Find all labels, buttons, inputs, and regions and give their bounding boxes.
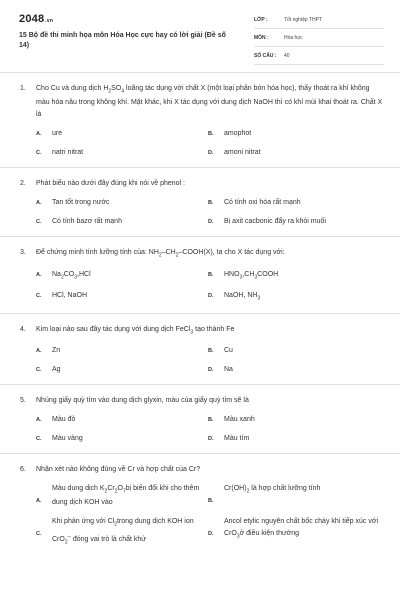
option-letter: A. — [36, 271, 42, 278]
option-text: Tan tốt trong nước — [52, 199, 110, 207]
option-letter: B. — [208, 497, 214, 504]
answer-option-c[interactable] — [36, 364, 208, 376]
answer-options — [20, 128, 384, 159]
answer-option-a[interactable] — [36, 414, 208, 426]
option-letter: C. — [36, 150, 42, 157]
option-letter: A. — [36, 131, 42, 138]
question-text: Nhúng giấy quỳ tím vào dung dịch glyxin, màu của giấy quỳ tím sẽ là — [36, 396, 249, 404]
question-6 — [0, 453, 400, 557]
answer-option-b[interactable] — [208, 414, 380, 426]
meta-label: MÔN : — [254, 35, 269, 41]
option-text: Na — [224, 365, 233, 373]
option-text: ure — [52, 130, 63, 138]
answer-option-d[interactable] — [208, 216, 380, 228]
option-text: amoni nitrat — [224, 149, 261, 157]
answer-option-d[interactable] — [208, 290, 380, 304]
option-text: Màu tím — [224, 434, 250, 442]
meta-label: SỐ CÂU : — [254, 53, 277, 59]
question-number: 1. — [20, 85, 26, 92]
page-title: 15 Bộ đề thi minh họa môn Hóa Học cực hay có lời giải (Đề số 14) — [19, 32, 226, 49]
question-number: 3. — [20, 249, 26, 257]
answer-option-a[interactable] — [36, 197, 208, 209]
question-stem — [20, 324, 384, 338]
answer-option-c[interactable] — [36, 147, 208, 159]
answer-option-d[interactable] — [208, 516, 380, 548]
answer-options — [20, 483, 384, 549]
meta-label: LỚP : — [254, 17, 268, 23]
site-logo[interactable] — [19, 13, 53, 25]
option-text: Bị axit cacbonic đẩy ra khỏi muối — [224, 218, 326, 226]
question-number: 6. — [20, 465, 26, 473]
question-stem — [20, 178, 384, 190]
meta-row-question-count — [254, 50, 384, 65]
option-letter: C. — [36, 219, 42, 226]
option-text: Có tính bazơ rất mạnh — [52, 218, 122, 226]
question-number: 4. — [20, 325, 26, 333]
answer-option-a[interactable] — [36, 483, 208, 509]
option-letter: B. — [208, 416, 214, 423]
answer-option-a[interactable] — [36, 269, 208, 283]
answer-option-b[interactable] — [208, 483, 380, 509]
option-letter: D. — [208, 366, 214, 373]
question-1 — [0, 72, 400, 167]
question-4 — [0, 313, 400, 384]
option-letter: C. — [36, 293, 42, 300]
exam-meta — [254, 14, 384, 68]
header — [0, 0, 400, 64]
option-text: Zn — [52, 346, 61, 354]
option-letter: C. — [36, 366, 42, 373]
meta-row-subject — [254, 32, 384, 47]
option-letter: B. — [208, 271, 214, 278]
option-letter: B. — [208, 347, 214, 354]
answer-option-d[interactable] — [208, 147, 380, 159]
answer-option-d[interactable] — [208, 433, 380, 445]
option-text: HCl, NaOH — [52, 292, 88, 300]
question-text: Kim loại nào sau đây tác dụng với dung dịch FeCl$_3$ tạo thành Fe — [36, 325, 235, 335]
option-text: NaOH, $NH_3$ — [224, 292, 261, 302]
option-letter: C. — [36, 435, 42, 442]
option-letter: A. — [36, 416, 42, 423]
answer-option-c[interactable] — [36, 516, 208, 548]
option-text: Có tính oxi hóa rất mạnh — [224, 199, 301, 207]
answer-options — [20, 197, 384, 228]
answer-options — [20, 269, 384, 305]
option-letter: B. — [208, 131, 214, 138]
option-text: Màu dung dịch $K_2Cr_2O_7bị$ biến đổi khi cho thêm dung dịch KOH vào — [52, 484, 200, 507]
option-text: Ancol etylic nguyên chất bốc cháy khi tiếp xúc với CrO$_3$ở điều kiện thường — [224, 518, 379, 540]
option-letter: A. — [36, 200, 42, 207]
question-text: Cho Cu và dung dịch $H_2SO_4$ loãng tác dụng với chất X (một loại phân bón hóa học), thấy thoát ra khí không màu hóa nâu trong không khí. Mặt khác, khi X tác dụng với dung dịch NaOH thì có khí mùi khai thoát ra. Chất X là — [36, 85, 383, 119]
option-letter: A. — [36, 497, 42, 504]
question-stem — [20, 464, 384, 476]
answer-option-a[interactable] — [36, 345, 208, 357]
question-stem — [20, 395, 384, 407]
option-letter: D. — [208, 150, 214, 157]
answer-option-c[interactable] — [36, 216, 208, 228]
answer-option-b[interactable] — [208, 345, 380, 357]
option-text: Màu vàng — [52, 434, 83, 442]
question-list — [0, 72, 400, 556]
option-text: Màu xanh — [224, 415, 255, 423]
option-letter: D. — [208, 531, 214, 538]
option-text: natri nitrat — [52, 149, 84, 157]
question-text: Phát biểu nào dưới đây đúng khi nói về phenol : — [36, 180, 185, 188]
question-number: 2. — [20, 180, 26, 188]
question-5 — [0, 384, 400, 453]
meta-row-class — [254, 14, 384, 29]
meta-value: Hóa học — [284, 35, 303, 41]
option-text: Cu — [224, 346, 233, 354]
answer-options — [20, 414, 384, 445]
option-text: Ag — [52, 365, 61, 373]
question-stem — [20, 83, 384, 121]
option-letter: D. — [208, 293, 214, 300]
question-text: Nhận xét nào không đúng về Cr và hợp chất của Cr? — [36, 465, 201, 473]
logo-text: 2048 — [19, 13, 45, 25]
question-text: Để chứng minh tính lưỡng tính của: $NH_2-CH_2-COOH(X)$, ta cho X tác dụng với: — [36, 249, 285, 259]
option-text: $Na_2CO_3,HCl$ — [52, 270, 91, 281]
logo-suffix: .vn — [45, 18, 54, 24]
answer-options — [20, 345, 384, 376]
option-letter: B. — [208, 200, 214, 207]
option-text: amophot — [224, 130, 252, 138]
answer-option-b[interactable] — [208, 128, 380, 140]
option-letter: C. — [36, 531, 42, 538]
answer-option-b[interactable] — [208, 197, 380, 209]
meta-value: Tốt nghiệp THPT — [284, 17, 322, 23]
answer-option-b[interactable] — [208, 269, 380, 283]
option-text: Màu đỏ — [52, 415, 76, 423]
option-letter: D. — [208, 219, 214, 226]
option-text: $Cr(OH)_2$ là hợp chất lưỡng tính — [224, 484, 321, 495]
option-letter: D. — [208, 435, 214, 442]
option-text: Khi phản ứng với $Cl_2trong$ dung dịch KOH ion CrO$_2$– đóng vai trò là chất khử — [52, 518, 194, 546]
option-letter: A. — [36, 347, 42, 354]
answer-option-a[interactable] — [36, 128, 208, 140]
question-number: 5. — [20, 396, 26, 404]
meta-value: 40 — [284, 53, 290, 59]
question-stem — [20, 247, 384, 261]
answer-option-d[interactable] — [208, 364, 380, 376]
answer-option-c[interactable] — [36, 433, 208, 445]
question-3 — [0, 236, 400, 312]
question-2 — [0, 167, 400, 236]
option-text: $HNO_3,CH_3COOH$ — [224, 270, 279, 281]
answer-option-c[interactable] — [36, 290, 208, 304]
